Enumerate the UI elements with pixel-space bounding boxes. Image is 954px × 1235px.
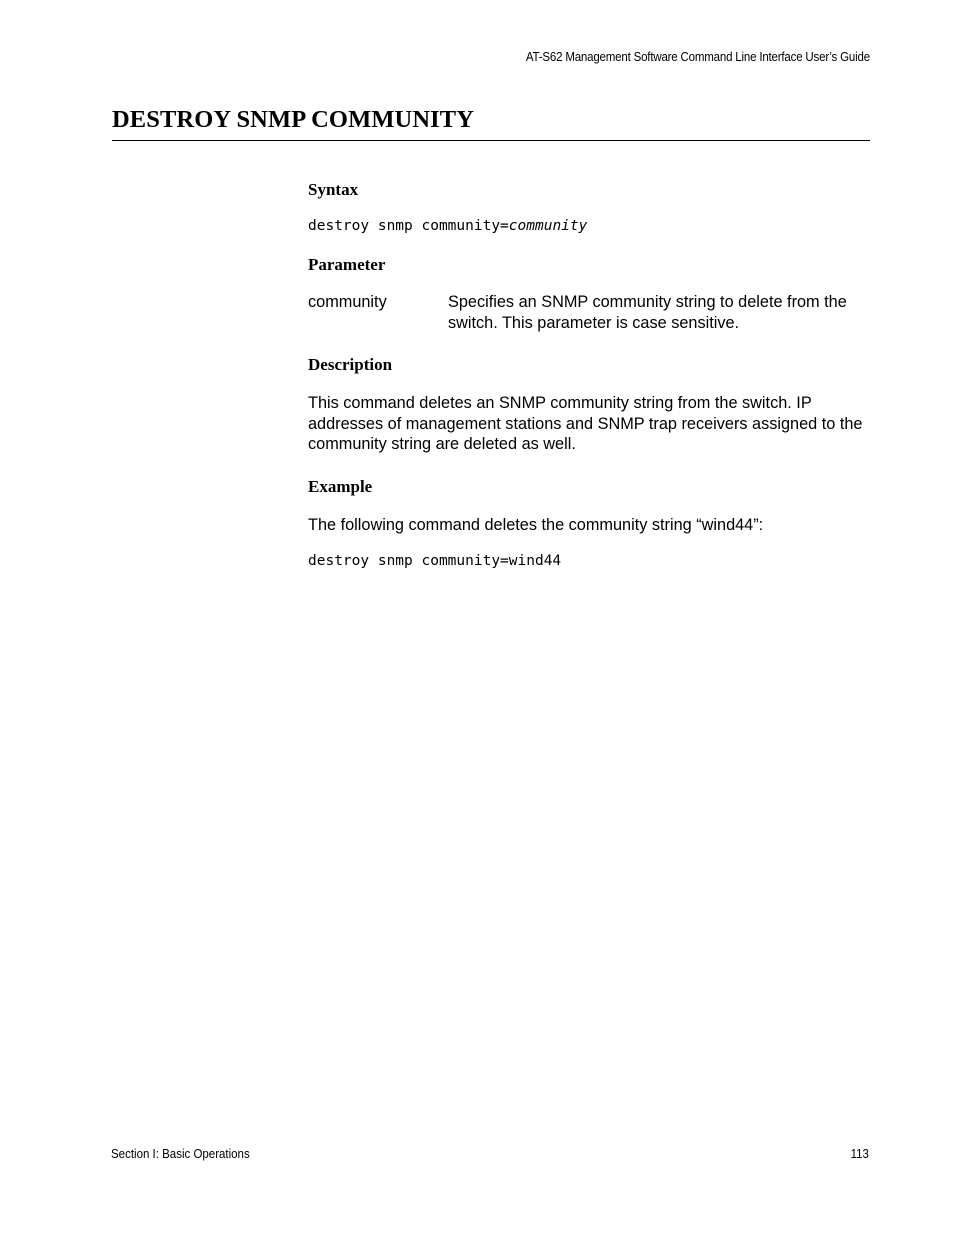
- example-command: destroy snmp community=wind44: [308, 553, 562, 569]
- parameter-description: Specifies an SNMP community string to delete from the switch. This parameter is case sensitive.: [448, 293, 847, 332]
- description-text: This command deletes an SNMP community string from the switch. IP addresses of management stations and SNMP trap receivers assigned to the community string are deleted as well.: [308, 394, 863, 453]
- page-title: DESTROY SNMP COMMUNITY: [112, 106, 474, 133]
- content-column: [308, 180, 870, 570]
- title-rule: [112, 140, 870, 141]
- footer-page-number: 113: [850, 1147, 869, 1161]
- example-heading: Example: [308, 476, 373, 496]
- syntax-command-variable: community: [508, 218, 588, 234]
- parameter-heading: Parameter: [308, 255, 386, 274]
- syntax-command-prefix: destroy snmp community=: [308, 218, 509, 234]
- syntax-command: [308, 217, 870, 235]
- syntax-heading: Syntax: [308, 180, 359, 199]
- example-intro: The following command deletes the community string “wind44”:: [308, 515, 764, 534]
- parameter-row: [308, 292, 870, 333]
- running-header: AT-S62 Management Software Command Line Interface User’s Guide: [526, 50, 870, 64]
- description-heading: Description: [308, 355, 393, 374]
- parameter-name: community: [308, 293, 387, 311]
- footer-section: Section I: Basic Operations: [111, 1147, 250, 1161]
